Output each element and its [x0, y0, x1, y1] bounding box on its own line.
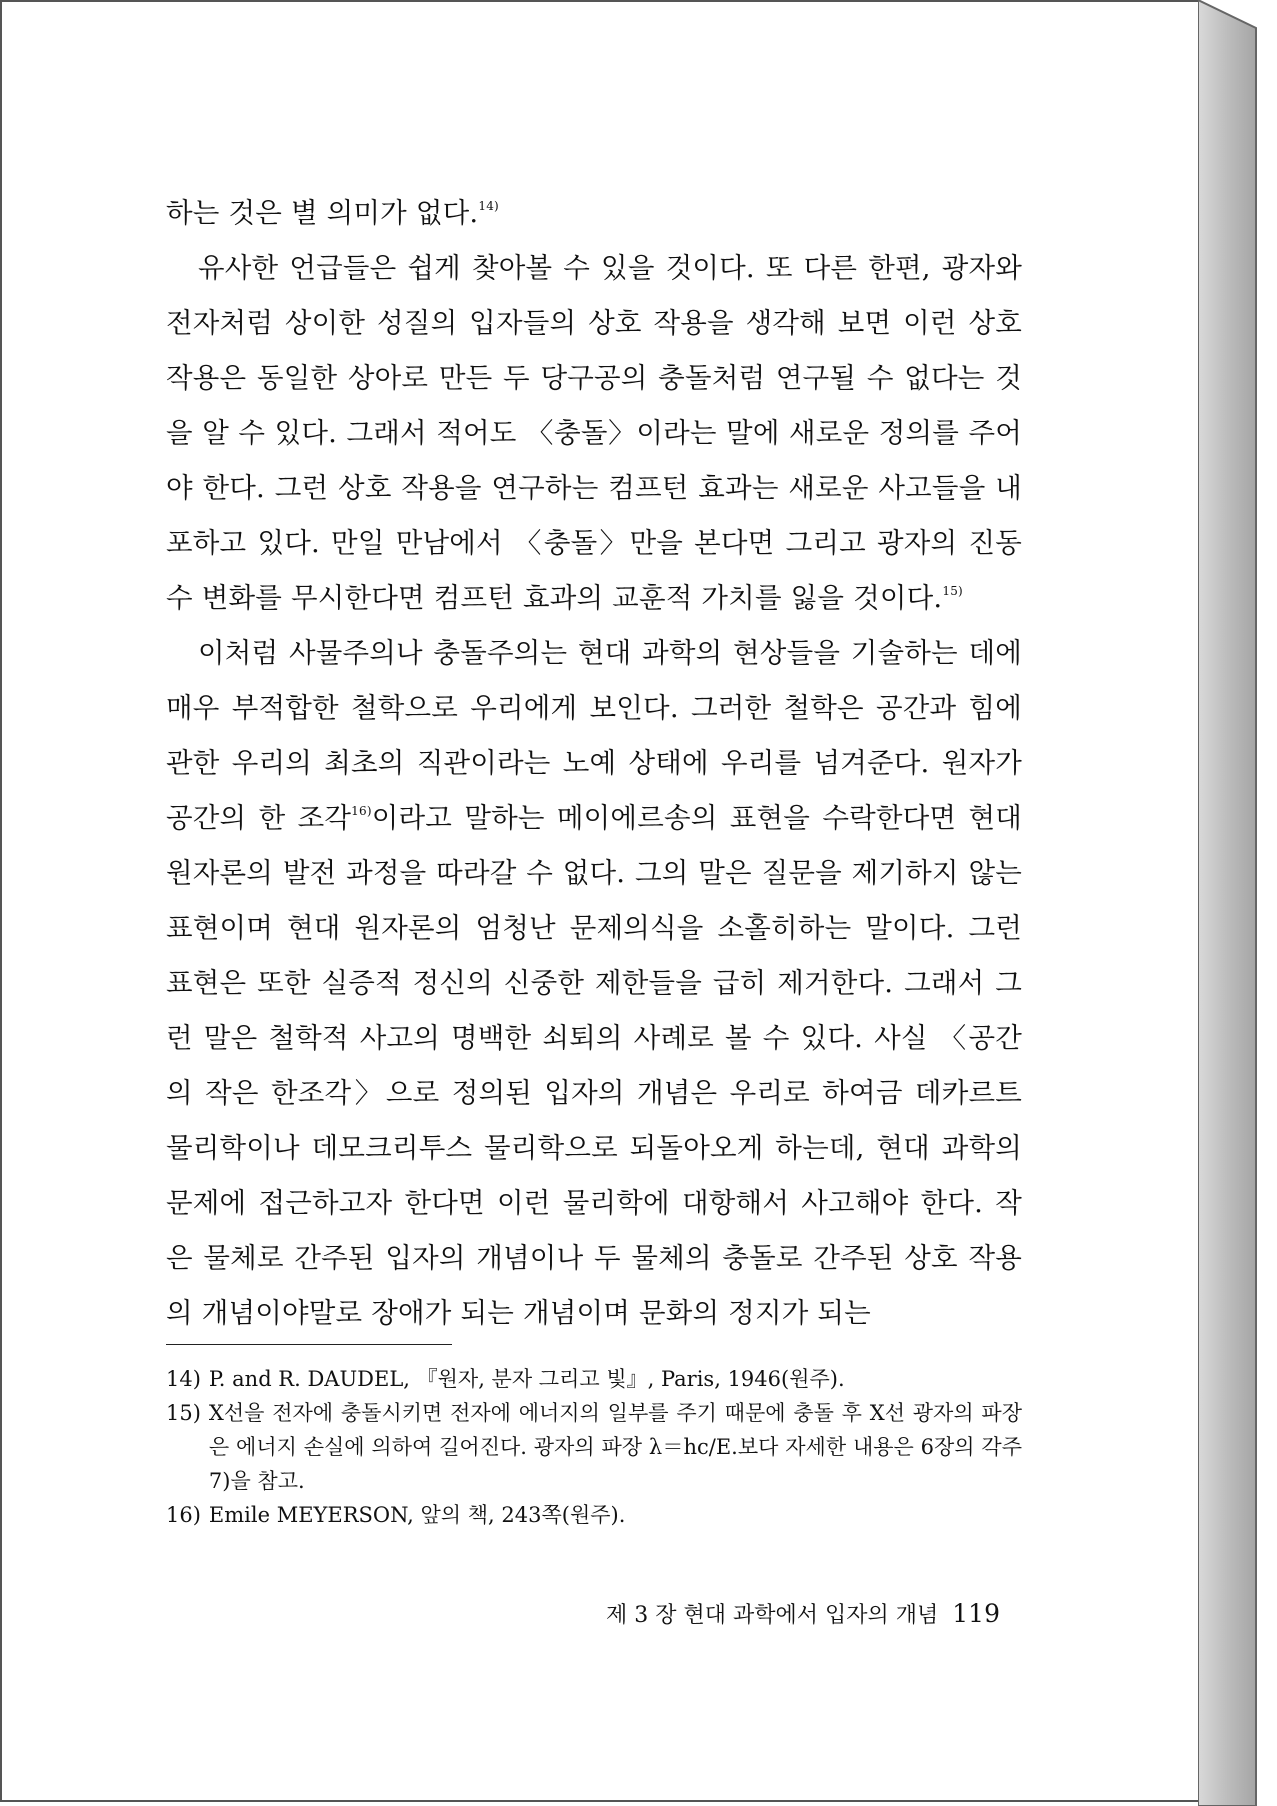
footnote-item — [166, 1498, 1022, 1532]
running-footer — [560, 1598, 1000, 1629]
paragraph-text: 하는 것은 별 의미가 없다. — [166, 197, 479, 229]
page-edge-shadow — [1198, 0, 1258, 1806]
footnote-reference[interactable]: 14) — [478, 198, 499, 213]
body-text — [166, 186, 1022, 1341]
footnote-text: X선을 전자에 충돌시키면 전자에 에너지의 일부를 주기 때문에 충돌 후 X선 광자의 파장은 에너지 손실에 의하여 길어진다. 광자의 파장 λ＝hc/E.보다 자세한 내용은 6장의 각주 7)을 참고. — [208, 1401, 1022, 1493]
footnote-number: 16) — [166, 1503, 201, 1527]
footnote-number: 15) — [166, 1401, 201, 1425]
paragraph — [166, 626, 1022, 1341]
paragraph — [166, 186, 1022, 241]
footnote-number: 14) — [166, 1367, 201, 1391]
footnote-item — [166, 1362, 1022, 1396]
footnotes — [166, 1362, 1022, 1532]
footnote-reference[interactable]: 15) — [942, 583, 963, 598]
footnote-item — [166, 1396, 1022, 1498]
paragraph-text: 이처럼 사물주의나 충돌주의는 현대 과학의 현상들을 기술하는 데에 매우 부적합한 철학으로 우리에게 보인다. 그러한 철학은 공간과 힘에 관한 우리의 최초의 직관이라는 노예 상태에 우리를 넘겨준다. 원자가 공간의 한 조각 — [166, 637, 1022, 834]
footnote-reference[interactable]: 16) — [351, 803, 372, 818]
paragraph — [166, 241, 1022, 626]
chapter-title: 제 3 장 현대 과학에서 입자의 개념 — [606, 1603, 939, 1628]
footnote-text: Emile MEYERSON, 앞의 책, 243쪽(원주). — [208, 1503, 626, 1527]
paragraph-text: 유사한 언급들은 쉽게 찾아볼 수 있을 것이다. 또 다른 한편, 광자와 전자처럼 상이한 성질의 입자들의 상호 작용을 생각해 보면 이런 상호 작용은 동일한 상아로 만든 두 당구공의 충돌처럼 연구될 수 없다는 것을 알 수 있다. 그래서 적어도 〈충돌〉이라는 말에 새로운 정의를 주어야 한다. 그런 상호 작용을 연구하는 컴프턴 효과는 새로운 사고들을 내포하고 있다. 만일 만남에서 〈충돌〉만을 본다면 그리고 광자의 진동수 변화를 무시한다면 컴프턴 효과의 교훈적 가치를 잃을 것이다. — [166, 252, 1022, 614]
footnote-text: P. and R. DAUDEL, 『원자, 분자 그리고 빛』, Paris, 1946(원주). — [208, 1367, 845, 1391]
footnote-divider — [166, 1344, 452, 1345]
page-number: 119 — [952, 1599, 1000, 1628]
paragraph-text: 이라고 말하는 메이에르송의 표현을 수락한다면 현대 원자론의 발전 과정을 따라갈 수 없다. 그의 말은 질문을 제기하지 않는 표현이며 현대 원자론의 엄청난 문제의식을 소홀히하는 말이다. 그런 표현은 또한 실증적 정신의 신중한 제한들을 급히 제거한다. 그래서 그런 말은 철학적 사고의 명백한 쇠퇴의 사례로 볼 수 있다. 사실 〈공간의 작은 한조각〉으로 정의된 입자의 개념은 우리로 하여금 데카르트 물리학이나 데모크리투스 물리학으로 되돌아오게 하는데, 현대 과학의 문제에 접근하고자 한다면 이런 물리학에 대항해서 사고해야 한다. 작은 물체로 간주된 입자의 개념이나 두 물체의 충돌로 간주된 상호 작용의 개념이야말로 장애가 되는 개념이며 문화의 정지가 되는 — [166, 802, 1022, 1329]
